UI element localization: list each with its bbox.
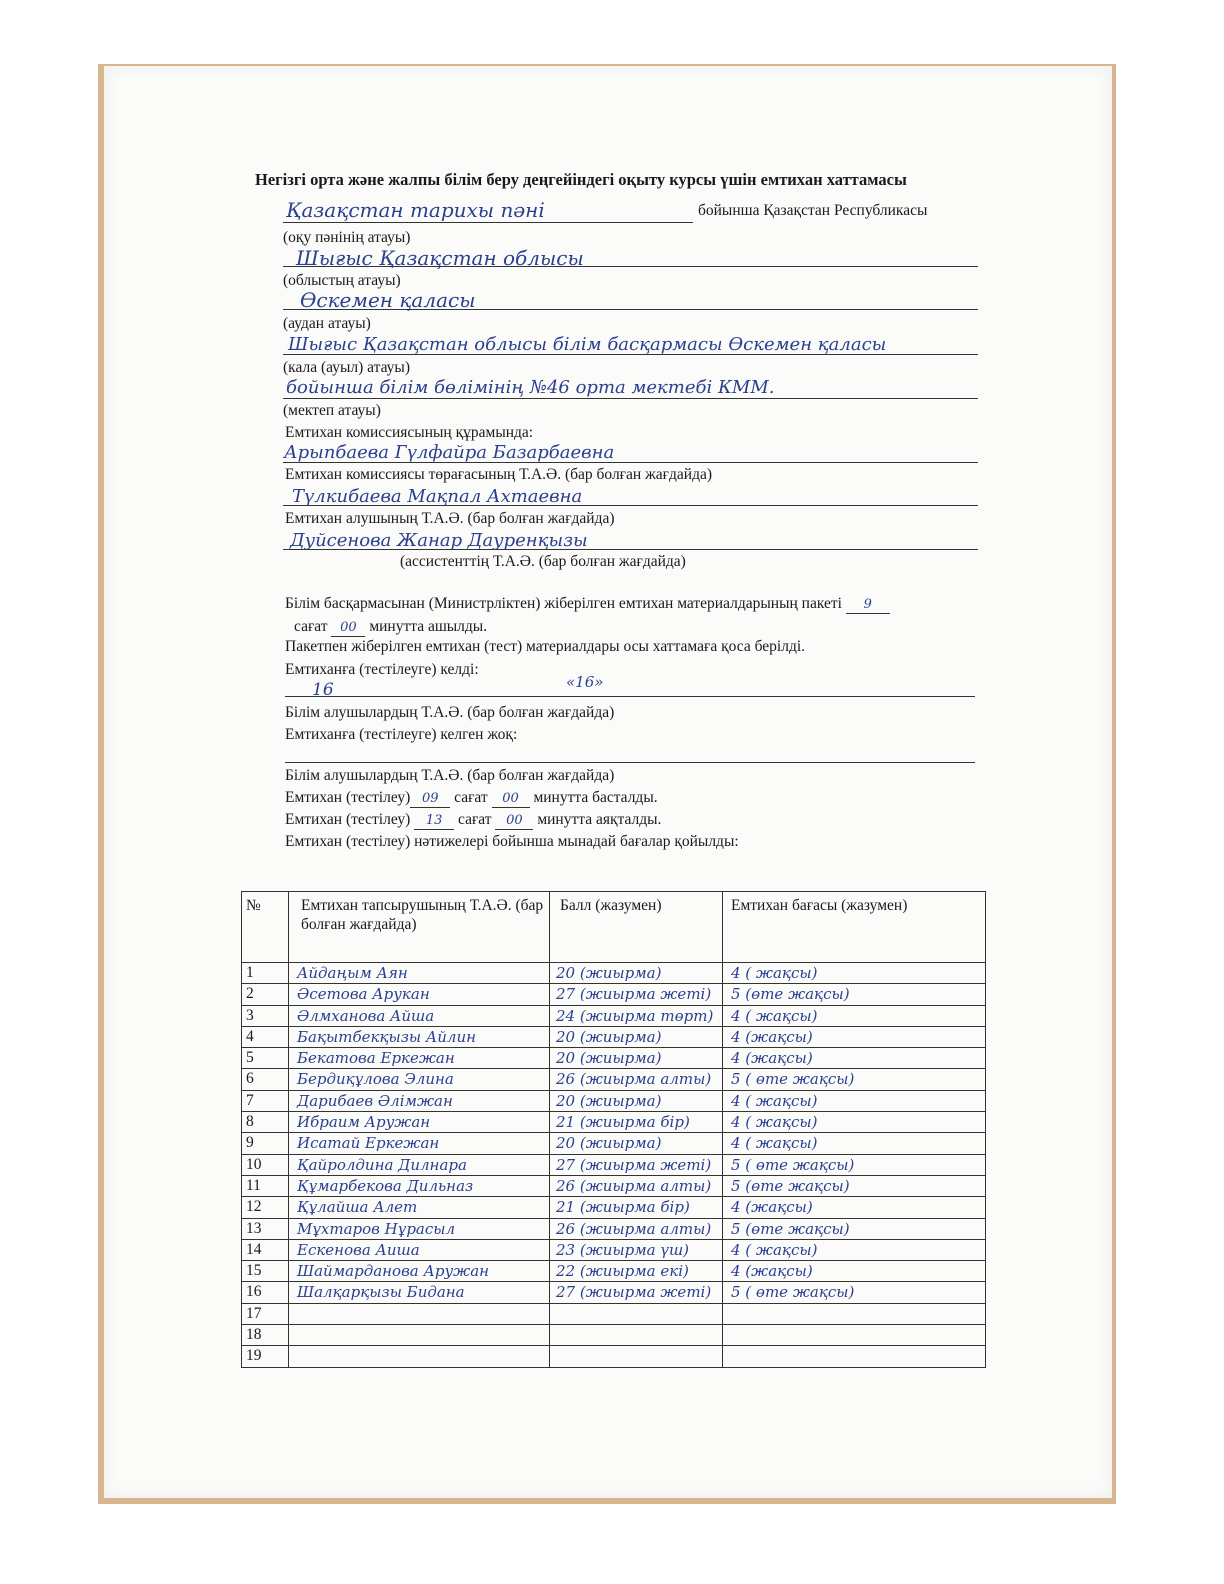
student-grade: 4 (жақсы) — [723, 1261, 986, 1282]
end-suffix: минутта аяқталды. — [537, 811, 662, 828]
student-name: Исатай Еркежан — [289, 1133, 550, 1154]
table-row — [242, 963, 986, 984]
student-name — [289, 1325, 550, 1346]
table-row — [242, 1346, 986, 1367]
attended-label: Емтиханға (тестілеуге) келді: — [285, 661, 479, 678]
region-handwritten: Шығыс Қазақстан облысы — [296, 246, 584, 270]
chairman-caption: Емтихан комиссиясы төрағасының Т.А.Ә. (бар болған жағдайда) — [285, 466, 713, 483]
absent-caption: Білім алушылардың Т.А.Ә. (бар болған жағдайда) — [285, 767, 615, 784]
subject-handwritten: Қазақстан тарихы пәні — [286, 198, 545, 222]
student-name: Ескенова Аиша — [289, 1239, 550, 1260]
package-hour-label: сағат — [294, 618, 328, 635]
student-score: 24 (жиырма төрт) — [550, 1005, 723, 1026]
region-underline — [283, 266, 978, 267]
row-number: 8 — [242, 1112, 289, 1133]
student-score — [550, 1325, 723, 1346]
table-row — [242, 1282, 986, 1303]
attended-words: «16» — [566, 673, 604, 691]
student-name: Шаймарданова Аружан — [289, 1261, 550, 1282]
row-number: 4 — [242, 1026, 289, 1047]
package-line1 — [285, 595, 890, 614]
student-name: Мұхтаров Нұрасыл — [289, 1218, 550, 1239]
student-score: 20 (жиырма) — [550, 1133, 723, 1154]
student-grade: 4 ( жақсы) — [723, 1005, 986, 1026]
end-minute-blank — [495, 811, 533, 830]
row-number: 19 — [242, 1346, 289, 1367]
end-time-line — [285, 811, 661, 830]
package-line1-text: Білім басқармасынан (Министрліктен) жіберілген емтихан материалдарының пакеті — [285, 595, 842, 612]
student-name: Ибраим Аружан — [289, 1112, 550, 1133]
student-grade: 4 ( жақсы) — [723, 963, 986, 984]
row-number: 17 — [242, 1303, 289, 1324]
student-grade: 4 (жақсы) — [723, 1048, 986, 1069]
district-underline — [283, 309, 978, 310]
results-header-row — [242, 892, 986, 963]
row-number: 2 — [242, 984, 289, 1005]
assistant-caption: (ассистенттің Т.А.Ә. (бар болған жағдайда) — [400, 553, 686, 570]
table-row — [242, 1048, 986, 1069]
student-score: 23 (жиырма үш) — [550, 1239, 723, 1260]
assistant-handwritten: Дуйсенова Жанар Дауренқызы — [290, 530, 588, 551]
row-number: 15 — [242, 1261, 289, 1282]
student-score: 20 (жиырма) — [550, 963, 723, 984]
city-handwritten: Шығыс Қазақстан облысы білім басқармасы Өскемен қаласы — [288, 334, 887, 355]
table-row — [242, 1197, 986, 1218]
package-line2 — [294, 618, 487, 637]
student-score: 20 (жиырма) — [550, 1026, 723, 1047]
start-time-line — [285, 789, 658, 808]
subject-caption: (оқу пәнінің атауы) — [283, 229, 411, 246]
student-grade: 4 ( жақсы) — [723, 1133, 986, 1154]
table-row — [242, 1026, 986, 1047]
student-name: Қайролдина Дилнара — [289, 1154, 550, 1175]
package-minute: 00 — [340, 620, 357, 635]
student-grade: 5 (өте жақсы) — [723, 1218, 986, 1239]
end-mid: сағат — [458, 811, 492, 828]
student-name: Бердиқұлова Элина — [289, 1069, 550, 1090]
end-prefix: Емтихан (тестілеу) — [285, 811, 411, 828]
absent-underline — [285, 762, 975, 763]
end-hour: 13 — [425, 813, 443, 828]
table-row — [242, 1218, 986, 1239]
table-row — [242, 1112, 986, 1133]
attended-caption: Білім алушылардың Т.А.Ә. (бар болған жағдайда) — [285, 704, 615, 721]
student-name: Әсетова Арукан — [289, 984, 550, 1005]
row-number: 13 — [242, 1218, 289, 1239]
student-score: 27 (жиырма жеті) — [550, 1282, 723, 1303]
start-minute-blank — [492, 789, 530, 808]
student-score: 21 (жиырма бір) — [550, 1197, 723, 1218]
table-row — [242, 1303, 986, 1324]
col-score-header: Балл (жазумен) — [550, 892, 723, 963]
package-attached: Пакетпен жіберілген емтихан (тест) материалдары осы хаттамаға қоса берілді. — [285, 638, 806, 655]
row-number: 1 — [242, 963, 289, 984]
student-score: 26 (жиырма алты) — [550, 1175, 723, 1196]
student-grade — [723, 1346, 986, 1367]
document-title: Негізгі орта және жалпы білім беру деңгейіндегі оқыту курсы үшін емтихан хаттамасы — [255, 170, 907, 189]
row-number: 10 — [242, 1154, 289, 1175]
subject-underline — [283, 222, 693, 223]
student-score: 27 (жиырма жеті) — [550, 1154, 723, 1175]
row-number: 3 — [242, 1005, 289, 1026]
student-name: Дарибаев Әлімжан — [289, 1090, 550, 1111]
student-score: 22 (жиырма екі) — [550, 1261, 723, 1282]
row-number: 18 — [242, 1325, 289, 1346]
package-hour-blank — [846, 595, 890, 614]
row-number: 6 — [242, 1069, 289, 1090]
examiner-caption: Емтихан алушының Т.А.Ә. (бар болған жағдайда) — [285, 510, 615, 527]
table-row — [242, 984, 986, 1005]
table-row — [242, 1325, 986, 1346]
student-grade: 5 ( өте жақсы) — [723, 1282, 986, 1303]
row-number: 9 — [242, 1133, 289, 1154]
examiner-underline — [283, 505, 978, 506]
city-underline — [283, 354, 978, 355]
student-grade: 5 ( өте жақсы) — [723, 1069, 986, 1090]
table-row — [242, 1239, 986, 1260]
student-name: Айдаңым Аян — [289, 963, 550, 984]
row-number: 14 — [242, 1239, 289, 1260]
student-grade: 4 (жақсы) — [723, 1197, 986, 1218]
district-caption: (аудан атауы) — [283, 315, 371, 332]
col-grade-header: Емтихан бағасы (жазумен) — [723, 892, 986, 963]
row-number: 7 — [242, 1090, 289, 1111]
col-number-header: № — [242, 892, 289, 963]
row-number: 11 — [242, 1175, 289, 1196]
city-caption: (кала (ауыл) атауы) — [283, 359, 411, 376]
student-grade: 5 (өте жақсы) — [723, 984, 986, 1005]
student-score: 20 (жиырма) — [550, 1090, 723, 1111]
row-number: 12 — [242, 1197, 289, 1218]
results-intro: Емтихан (тестілеу) нәтижелері бойынша мынадай бағалар қойылды: — [285, 833, 739, 850]
absent-label: Емтиханға (тестілеуге) келген жоқ: — [285, 726, 518, 743]
student-score: 27 (жиырма жеті) — [550, 984, 723, 1005]
student-name: Құмарбекова Дильназ — [289, 1175, 550, 1196]
table-row — [242, 1005, 986, 1026]
student-score: 20 (жиырма) — [550, 1048, 723, 1069]
table-row — [242, 1261, 986, 1282]
school-underline — [283, 398, 978, 399]
start-hour-blank — [410, 789, 450, 808]
student-grade: 4 ( жақсы) — [723, 1239, 986, 1260]
package-opened-text: минутта ашылды. — [369, 618, 488, 635]
student-grade: 5 ( өте жақсы) — [723, 1154, 986, 1175]
table-row — [242, 1133, 986, 1154]
table-row — [242, 1090, 986, 1111]
table-row — [242, 1154, 986, 1175]
chairman-underline — [283, 462, 978, 463]
student-score: 21 (жиырма бір) — [550, 1112, 723, 1133]
attended-count: 16 — [312, 680, 334, 700]
region-caption: (облыстың атауы) — [283, 272, 401, 289]
commission-heading: Емтихан комиссиясының құрамында: — [285, 424, 534, 441]
start-suffix: минутта басталды. — [533, 789, 658, 806]
subject-suffix: бойынша Қазақстан Республикасы — [698, 202, 928, 219]
student-grade: 4 ( жақсы) — [723, 1112, 986, 1133]
assistant-underline — [283, 549, 978, 550]
attended-underline — [285, 696, 975, 697]
chairman-handwritten: Арыпбаева Гүлфайра Базарбаевна — [284, 442, 615, 463]
student-grade — [723, 1303, 986, 1324]
student-name: Бекатова Еркежан — [289, 1048, 550, 1069]
results-body — [242, 963, 986, 1368]
start-mid: сағат — [454, 789, 488, 806]
student-name — [289, 1303, 550, 1324]
student-grade: 4 (жақсы) — [723, 1026, 986, 1047]
student-grade — [723, 1325, 986, 1346]
table-row — [242, 1175, 986, 1196]
end-minute: 00 — [506, 813, 523, 828]
student-score: 26 (жиырма алты) — [550, 1218, 723, 1239]
start-minute: 00 — [502, 791, 519, 806]
student-name: Құлайша Алет — [289, 1197, 550, 1218]
examiner-handwritten: Түлкибаева Мақпал Ахтаевна — [292, 486, 583, 507]
student-name: Шалқарқызы Бидана — [289, 1282, 550, 1303]
district-handwritten: Өскемен қаласы — [300, 288, 476, 312]
results-table — [241, 891, 986, 1368]
student-name — [289, 1346, 550, 1367]
student-name: Бақытбекқызы Айлин — [289, 1026, 550, 1047]
student-score: 26 (жиырма алты) — [550, 1069, 723, 1090]
student-score — [550, 1303, 723, 1324]
student-name: Әлмханова Айша — [289, 1005, 550, 1026]
student-grade: 5 (өте жақсы) — [723, 1175, 986, 1196]
start-prefix: Емтихан (тестілеу) — [285, 789, 411, 806]
row-number: 16 — [242, 1282, 289, 1303]
school-caption: (мектеп атауы) — [283, 402, 381, 419]
school-handwritten: бойынша білім бөлімінің №46 орта мектебі КММ. — [286, 377, 775, 398]
table-row — [242, 1069, 986, 1090]
student-score — [550, 1346, 723, 1367]
end-hour-blank — [414, 811, 454, 830]
start-hour: 09 — [421, 791, 439, 806]
package-minute-blank — [331, 618, 365, 637]
row-number: 5 — [242, 1048, 289, 1069]
package-hour: 9 — [863, 597, 872, 612]
col-name-header: Емтихан тапсырушының Т.А.Ә. (бар болған жағдайда) — [289, 892, 550, 963]
student-grade: 4 ( жақсы) — [723, 1090, 986, 1111]
